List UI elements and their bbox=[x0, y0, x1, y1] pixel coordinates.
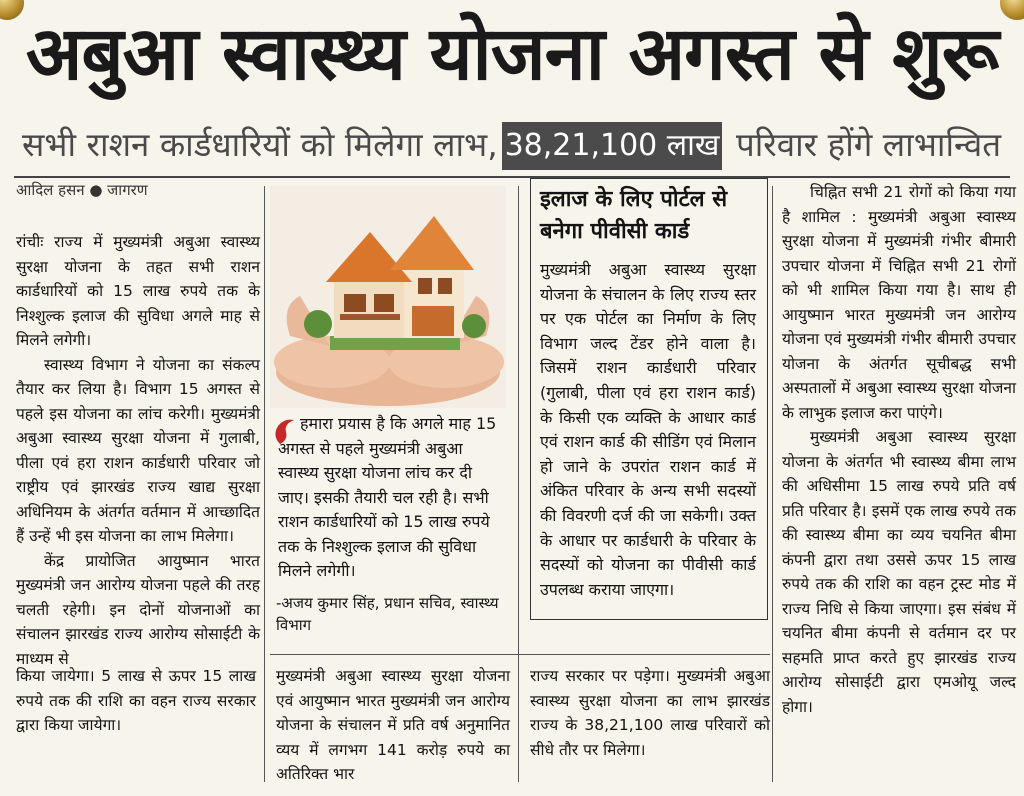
subheadline-right: परिवार होंगे लाभान्वित bbox=[736, 125, 1002, 164]
paragraph: केंद्र प्रायोजित आयुष्मान भारत मुख्यमंत्री जन आरोग्य योजना पहले की तरह चलती रहेगी। इन दोनों योजनाओं का संचालन झारखंड राज्य आरोग्य सोसाईटी के माध्यम से bbox=[16, 551, 260, 668]
subheadline-highlight: 38,21,100 लाख bbox=[502, 122, 722, 170]
column-divider bbox=[264, 186, 265, 782]
paragraph: चिह्नित सभी 21 रोगों को किया गया है शामिल : मुख्यमंत्री अबुआ स्वास्थ्य सुरक्षा योजना में मुख्यमंत्री गंभीर बीमारी उपचार योजना में चिह्नित सभी 21 रोगों को भी शामिल किया गया है। साथ ही आयुष्मान भारत मुख्यमंत्री जन आरोग्य योजना एवं मुख्यमंत्री गंभीर बीमारी उपचार योजना के अंतर्गत सूचीबद्ध सभी अस्पतालों में अबुआ स्वास्थ्य सुरक्षा योजना के लाभुक इलाज करा पाएंगे। bbox=[782, 183, 1016, 422]
headline: अबुआ स्वास्थ्य योजना अगस्त से शुरू bbox=[25, 11, 999, 97]
subheadline-left: सभी राशन कार्डधारियों को मिलेगा लाभ, bbox=[22, 125, 498, 164]
column-divider bbox=[518, 186, 519, 782]
paragraph: मुख्यमंत्री अबुआ स्वास्थ्य सुरक्षा योजना के अंतर्गत भी स्वास्थ्य बीमा लाभ की अधिसीमा 15 लाख रुपये प्रति वर्ष प्रति परिवार है। इसमें एक लाख रुपये तक की स्वास्थ्य बीमा का व्यय चयनित बीमा कंपनी द्वारा तथा उससे ऊपर 15 लाख रुपये तक की राशि का वहन ट्रस्ट मोड में राज्य निधि से किया जाएगा। इस संबंध में चयनित बीमा कंपनी से वर्तमान दर पर सहमति प्राप्त करते हुए झारखंड राज्य आरोग्य सोसाईटी द्वारा एमओयू जल्द होगा। bbox=[782, 428, 1016, 716]
article-column-4 bbox=[782, 180, 1016, 719]
column-divider bbox=[772, 186, 773, 782]
divider bbox=[270, 654, 770, 655]
pull-quote: हमारा प्रयास है कि अगले माह 15 अगस्त से पहले मुख्यमंत्री अबुआ स्वास्थ्य सुरक्षा योजना लांच कर दी जाए। इसकी तैयारी चल रही है। सभी राशन कार्डधारियों को 15 लाख रुपये तक के निश्शुल्क इलाज की सुविधा मिलने लगेगी। bbox=[278, 414, 497, 580]
article-column-2 bbox=[276, 664, 510, 787]
paragraph: मुख्यमंत्री अबुआ स्वास्थ्य सुरक्षा योजना एवं आयुष्मान भारत मुख्यमंत्री जन आरोग्य योजना के संचालन में प्रति वर्ष अनुमानित व्यय में लगभग 141 करोड़ रुपये का अतिरिक्त भार bbox=[276, 667, 510, 783]
article-column-3 bbox=[530, 664, 770, 762]
article-column-1 bbox=[16, 230, 260, 671]
paragraph: रांचीः राज्य में मुख्यमंत्री अबुआ स्वास्थ्य सुरक्षा योजना के तहत सभी राशन कार्डधारियों को 15 लाख रुपये तक के निश्शुल्क इलाज की सुविधा अगले माह से मिलने लगेगी। bbox=[16, 233, 260, 349]
article-column-1-end bbox=[16, 664, 256, 738]
paragraph: स्वास्थ्य विभाग ने योजना का संकल्प तैयार कर लिया है। विभाग 15 अगस्त से पहले इस योजना का लांच करेगी। मुख्यमंत्री अबुआ स्वास्थ्य सुरक्षा योजना में गुलाबी, पीला एवं हरा राशन कार्डधारी परिवार जो राष्ट्रीय एवं झारखंड राज्य खाद्य सुरक्षा अधिनियम के अंतर्गत वर्तमान में आच्छादित हैं उन्हें भी इस योजना का लाभ मिलेगा। bbox=[16, 355, 260, 545]
house-in-hands-photo bbox=[270, 186, 506, 408]
sidebar-box-body: मुख्यमंत्री अबुआ स्वास्थ्य सुरक्षा योजना के संचालन के लिए राज्य स्तर पर एक पोर्टल का निर्माण के लिए विभाग जल्द टेंडर होने वाला है। जिसमें राशन कार्डधारी परिवार (गुलाबी, पीला एवं हरा राशन कार्ड) के किसी एक व्यक्ति के आधार कार्ड एवं राशन कार्ड की सीडिंग एवं मिलान हो जाने के उपरांत राशन कार्ड में अंकित परिवार के अन्य सभी सदस्यों की विवरणी दर्ज की जा सकेगी। उक्त के आधार पर कार्डधारी के परिवार के सदस्यों को योजना का पीवीसी कार्ड उपलब्ध कराया जाएगा। bbox=[540, 260, 756, 599]
paragraph: किया जायेगा। 5 लाख से ऊपर 15 लाख रुपये तक की राशि का वहन राज्य सरकार द्वारा किया जायेगा। bbox=[16, 667, 256, 734]
sidebar-box-title: इलाज के लिए पोर्टल से बनेगा पीवीसी कार्ड bbox=[540, 187, 728, 244]
divider bbox=[14, 176, 1010, 178]
quote-attribution: -अजय कुमार सिंह, प्रधान सचिव, स्वास्थ्य विभाग bbox=[276, 594, 499, 634]
paragraph: राज्य सरकार पर पड़ेगा। मुख्यमंत्री अबुआ स्वास्थ्य सुरक्षा योजना का लाभ झारखंड राज्य के 38,21,100 लाख परिवारों को सीधे तौर पर मिलेगा। bbox=[530, 667, 770, 759]
byline: आदिल हसन ● जागरण bbox=[16, 181, 148, 199]
